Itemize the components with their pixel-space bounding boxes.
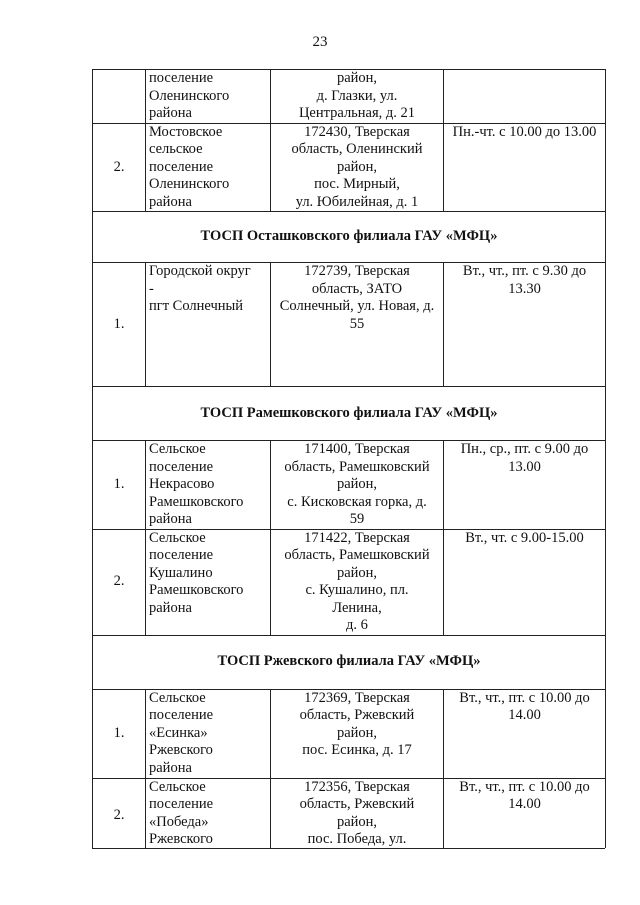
- section-header-row: [93, 212, 606, 263]
- section-header-row: [93, 387, 606, 441]
- settlement-cell: Сельское поселение «Есинка» Ржевского района: [146, 689, 271, 778]
- table-row: [93, 123, 606, 212]
- hours-cell: Вт., чт., пт. с 10.00 до 14.00: [444, 689, 606, 778]
- address-cell: 172356, Тверская область, Ржевский район, пос. Победа, ул.: [271, 778, 444, 853]
- row-number: [93, 70, 146, 124]
- settlement-cell: Сельское поселение «Победа» Ржевского: [146, 778, 271, 853]
- hours-cell: Пн., ср., пт. с 9.00 до 13.00: [444, 441, 606, 530]
- mfc-offices-table: [92, 69, 606, 854]
- table-row: [93, 70, 606, 124]
- settlement-cell: Городской округ - пгт Солнечный: [146, 263, 271, 387]
- address-cell: район, д. Глазки, ул. Центральная, д. 21: [271, 70, 444, 124]
- page-number: 23: [312, 34, 328, 50]
- hours-cell: Вт., чт., пт. с 9.30 до 13.30: [444, 263, 606, 387]
- settlement-cell: Мостовское сельское поселение Оленинского района: [146, 123, 271, 212]
- page-bottom-margin: [0, 848, 640, 905]
- settlement-cell: поселение Оленинского района: [146, 70, 271, 124]
- row-number: 2.: [93, 778, 146, 853]
- table-row: [93, 441, 606, 530]
- hours-cell: [444, 70, 606, 124]
- section-title: ТОСП Ржевского филиала ГАУ «МФЦ»: [93, 635, 606, 689]
- address-cell: 172369, Тверская область, Ржевский район, пос. Есинка, д. 17: [271, 689, 444, 778]
- row-number: 2.: [93, 529, 146, 635]
- table-row: [93, 689, 606, 778]
- address-cell: 171400, Тверская область, Рамешковский район, с. Кисковская горка, д. 59: [271, 441, 444, 530]
- section-header-row: [93, 635, 606, 689]
- hours-cell: Пн.-чт. с 10.00 до 13.00: [444, 123, 606, 212]
- section-title: ТОСП Рамешковского филиала ГАУ «МФЦ»: [93, 387, 606, 441]
- row-number: 1.: [93, 441, 146, 530]
- address-cell: 172739, Тверская область, ЗАТО Солнечный, ул. Новая, д. 55: [271, 263, 444, 387]
- section-title: ТОСП Осташковского филиала ГАУ «МФЦ»: [93, 212, 606, 263]
- row-number: 1.: [93, 263, 146, 387]
- row-number: 1.: [93, 689, 146, 778]
- table-row: [93, 263, 606, 387]
- settlement-cell: Сельское поселение Некрасово Рамешковского района: [146, 441, 271, 530]
- table-row: [93, 529, 606, 635]
- row-number: 2.: [93, 123, 146, 212]
- address-cell: 171422, Тверская область, Рамешковский район, с. Кушалино, пл. Ленина, д. 6: [271, 529, 444, 635]
- hours-cell: Вт., чт., пт. с 10.00 до 14.00: [444, 778, 606, 853]
- settlement-cell: Сельское поселение Кушалино Рамешковского района: [146, 529, 271, 635]
- hours-cell: Вт., чт. с 9.00-15.00: [444, 529, 606, 635]
- address-cell: 172430, Тверская область, Оленинский район, пос. Мирный, ул. Юбилейная, д. 1: [271, 123, 444, 212]
- table-bottom-edge: [92, 848, 605, 849]
- table-row: [93, 778, 606, 853]
